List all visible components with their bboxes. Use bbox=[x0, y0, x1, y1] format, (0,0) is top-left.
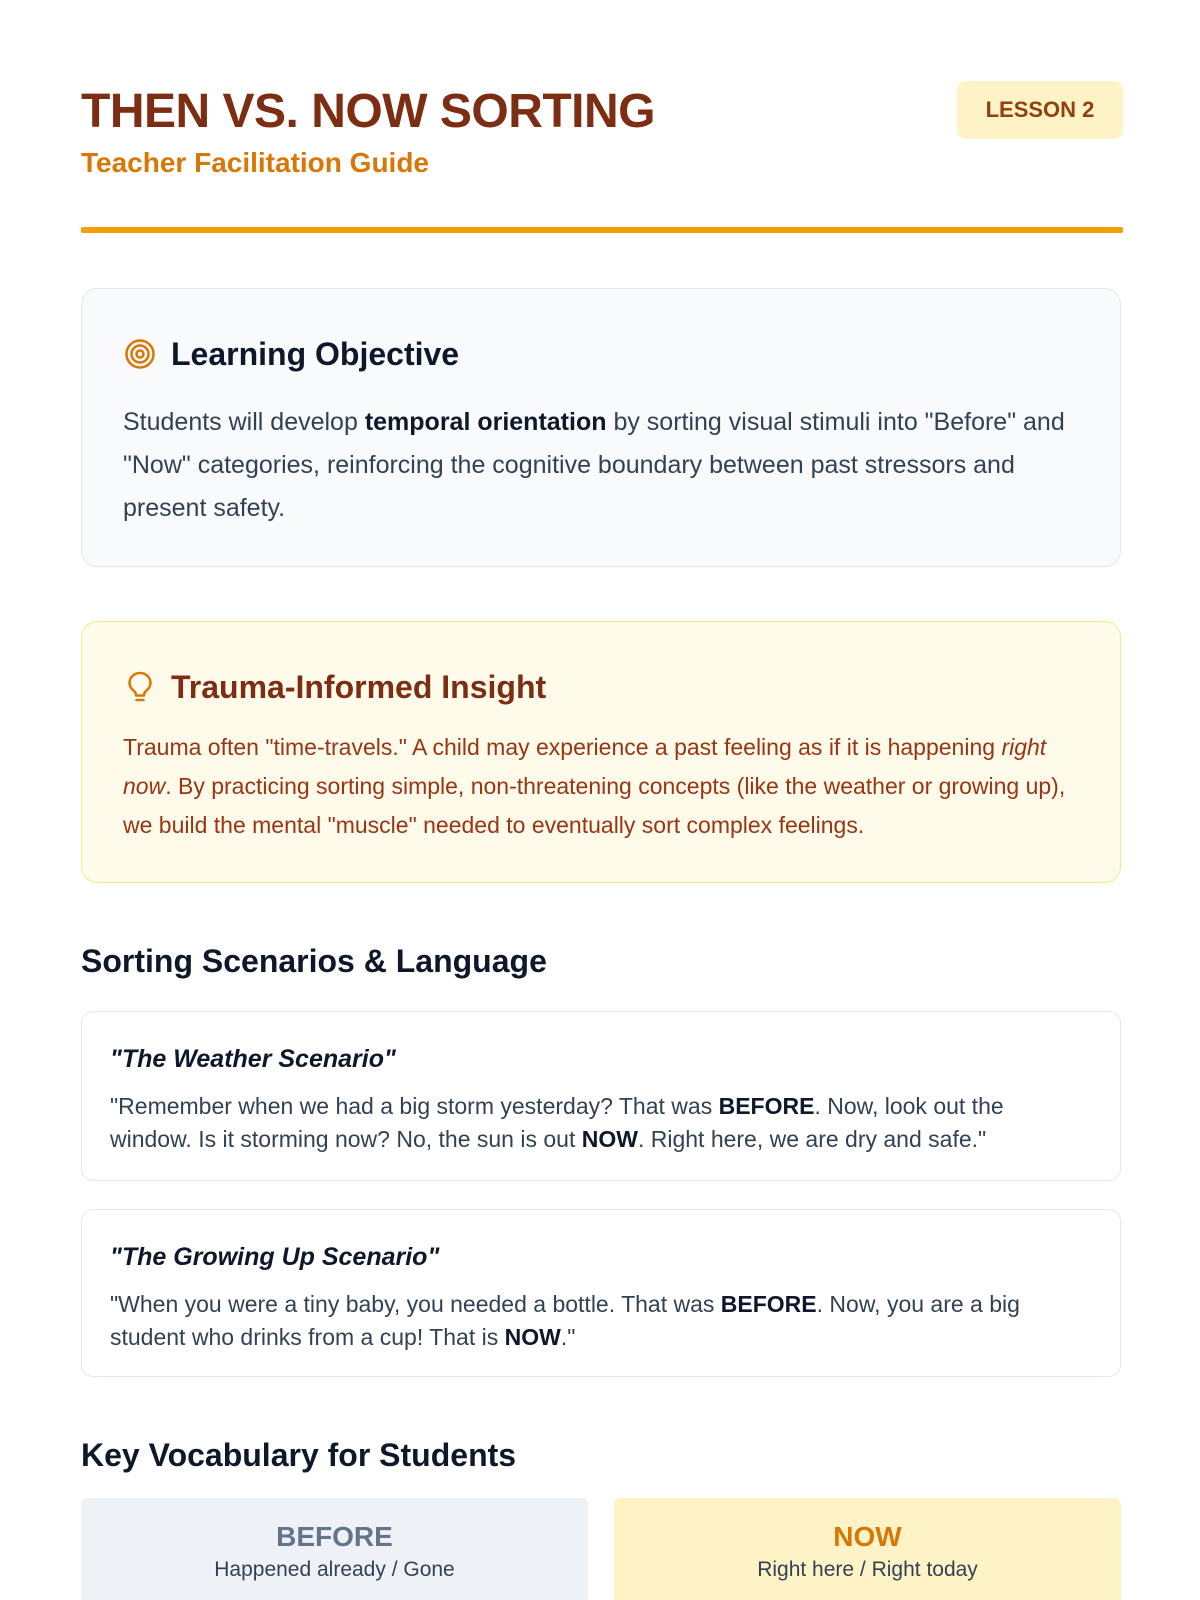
script-text: . Right here, we are dry and safe." bbox=[637, 1126, 987, 1152]
page-header bbox=[81, 80, 1123, 235]
scenario-title: "The Growing Up Scenario" bbox=[110, 1243, 440, 1271]
insight-emphasis: right now bbox=[123, 734, 1047, 799]
vocab-term: BEFORE bbox=[276, 1521, 393, 1552]
vocab-term: NOW bbox=[833, 1521, 902, 1552]
script-text: . Now, look out the window. Is it storming now? No, the sun is out bbox=[110, 1093, 1004, 1152]
scenario-script bbox=[110, 1288, 1090, 1354]
objective-key-term: temporal orientation bbox=[364, 408, 607, 436]
learning-objective-text bbox=[123, 401, 1084, 530]
growing-up-scenario-card bbox=[81, 1209, 1121, 1377]
header-divider bbox=[81, 227, 1123, 233]
script-keyword-before: BEFORE bbox=[720, 1291, 817, 1317]
lightbulb-icon bbox=[123, 670, 157, 704]
vocab-definition: Right here / Right today bbox=[757, 1558, 978, 1581]
objective-text-end: by sorting visual stimuli into "Before" and "Now" categories, reinforcing the cognitive boundary between past stressors and present safety. bbox=[123, 408, 1065, 522]
script-keyword-now: NOW bbox=[581, 1126, 638, 1152]
weather-scenario-card bbox=[81, 1011, 1121, 1181]
script-text: "Remember when we had a big storm yesterday? That was bbox=[110, 1093, 719, 1119]
learning-objective-title: Learning Objective bbox=[171, 336, 460, 372]
page-title: THEN VS. NOW SORTING bbox=[81, 85, 656, 138]
trauma-insight-card bbox=[81, 621, 1121, 883]
vocab-card-now bbox=[614, 1498, 1121, 1600]
target-icon bbox=[123, 337, 157, 371]
learning-objective-card bbox=[81, 288, 1121, 567]
page-subtitle: Teacher Facilitation Guide bbox=[81, 147, 430, 178]
scenarios-section-title: Sorting Scenarios & Language bbox=[81, 943, 547, 979]
script-text: ." bbox=[560, 1324, 576, 1350]
objective-text-start: Students will develop bbox=[123, 408, 365, 436]
script-keyword-now: NOW bbox=[504, 1324, 561, 1350]
vocab-definition: Happened already / Gone bbox=[214, 1558, 455, 1581]
script-text: "When you were a tiny baby, you needed a bottle. That was bbox=[110, 1291, 721, 1317]
lesson-badge: LESSON 2 bbox=[957, 81, 1123, 139]
trauma-insight-title: Trauma-Informed Insight bbox=[171, 669, 547, 705]
scenario-title: "The Weather Scenario" bbox=[110, 1045, 396, 1073]
vocab-card-before bbox=[81, 1498, 588, 1600]
insight-text-end: . By practicing sorting simple, non-threatening concepts (like the weather or growing up), we build the mental "muscle" needed to eventually sort complex feelings. bbox=[123, 773, 1066, 838]
script-keyword-before: BEFORE bbox=[718, 1093, 815, 1119]
insight-text-start: Trauma often "time-travels." A child may experience a past feeling as if it is happening bbox=[123, 734, 1002, 760]
scenario-script bbox=[110, 1090, 1090, 1156]
vocabulary-section-title: Key Vocabulary for Students bbox=[81, 1437, 517, 1473]
script-text: . Now, you are a big student who drinks from a cup! That is bbox=[110, 1291, 1020, 1350]
learning-objective-header bbox=[123, 334, 459, 374]
trauma-insight-text bbox=[123, 728, 1084, 845]
trauma-insight-header bbox=[123, 667, 546, 707]
